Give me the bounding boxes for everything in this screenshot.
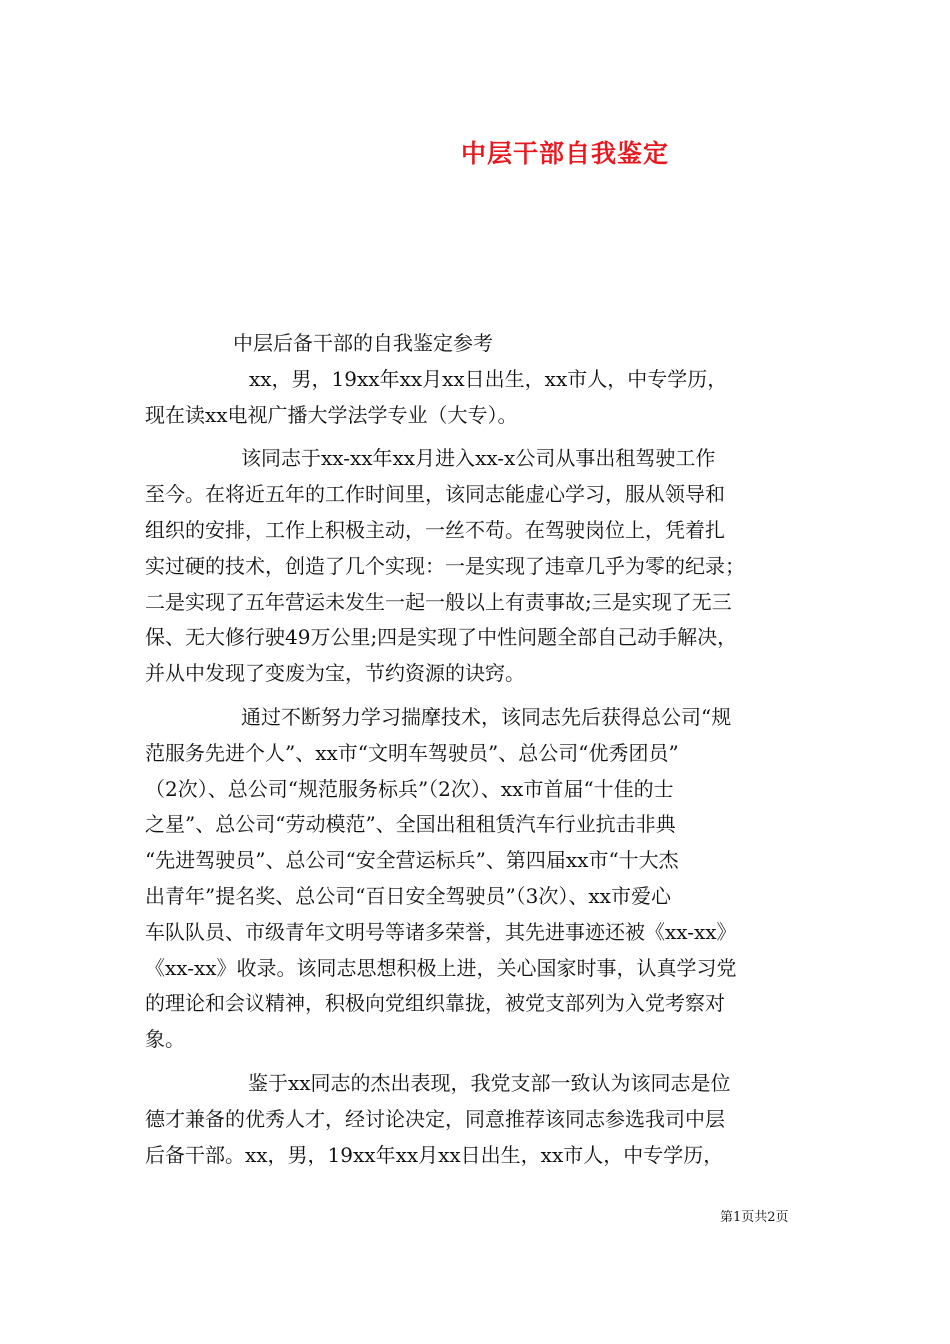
body-line: 实过硬的技术，创造了几个实现：一是实现了违章几乎为零的纪录；: [145, 553, 745, 578]
body-line: 至今。在将近五年的工作时间里，该同志能虚心学习，服从领导和: [145, 482, 725, 507]
body-line: 象。: [145, 1027, 185, 1052]
body-line: 德才兼备的优秀人才，经讨论决定，同意推荐该同志参选我司中层: [145, 1106, 725, 1131]
body-line: xx，男，19xx年xx月xx日出生，xx市人，中专学历，: [249, 366, 728, 391]
section-heading: 中层后备干部的自我鉴定参考: [233, 331, 493, 355]
body-line: 车队队员、市级青年文明号等诸多荣誉，其先进事迹还被《xx-xx》: [145, 919, 737, 944]
body-line: 《xx-xx》收录。该同志思想积极上进，关心国家时事，认真学习党: [145, 955, 737, 980]
document-title: 中层干部自我鉴定: [460, 139, 669, 168]
body-line: 的理论和会议精神，积极向党组织靠拢，被党支部列为入党考察对: [145, 991, 725, 1016]
body-line: 组织的安排，工作上积极主动，一丝不苟。在驾驶岗位上，凭着扎: [145, 517, 725, 542]
body-line: “先进驾驶员”、总公司“安全营运标兵”、第四届xx市“十大杰: [145, 848, 679, 873]
body-line: （2次）、总公司“规范服务标兵”（2次）、xx市首届“十佳的士: [145, 776, 674, 801]
body-line: 二是实现了五年营运未发生一起一般以上有责事故;三是实现了无三: [145, 589, 732, 614]
paragraph-gap: [145, 433, 825, 441]
body-line: 保、无大修行驶49万公里;四是实现了中性问题全部自己动手解决，: [145, 625, 738, 650]
body-line: 并从中发现了变废为宝，节约资源的诀窍。: [145, 661, 525, 686]
paragraph-gap: [145, 1058, 825, 1066]
body-line: 鉴于xx同志的杰出表现，我党支部一致认为该同志是位: [248, 1070, 731, 1095]
body-line: 现在读xx电视广播大学法学专业（大专）。: [145, 402, 518, 427]
paragraph-gap: [145, 692, 825, 700]
body-line: 通过不断努力学习揣摩技术，该同志先后获得总公司“规: [241, 704, 732, 729]
page-indicator: 第1页共2页: [720, 1210, 789, 1225]
document-body: [145, 326, 825, 1173]
body-line: 之星”、总公司“劳动模范”、全国出租租赁汽车行业抗击非典: [145, 812, 676, 837]
body-line: 出青年”提名奖、总公司“百日安全驾驶员”（3次）、xx市爱心: [145, 883, 671, 908]
body-line: 后备干部。xx，男，19xx年xx月xx日出生，xx市人，中专学历，: [145, 1142, 724, 1167]
body-line: 范服务先进个人”、xx市“文明车驾驶员”、总公司“优秀团员”: [145, 740, 679, 765]
body-line: 该同志于xx-xx年xx月进入xx-x公司从事出租驾驶工作: [241, 446, 716, 471]
